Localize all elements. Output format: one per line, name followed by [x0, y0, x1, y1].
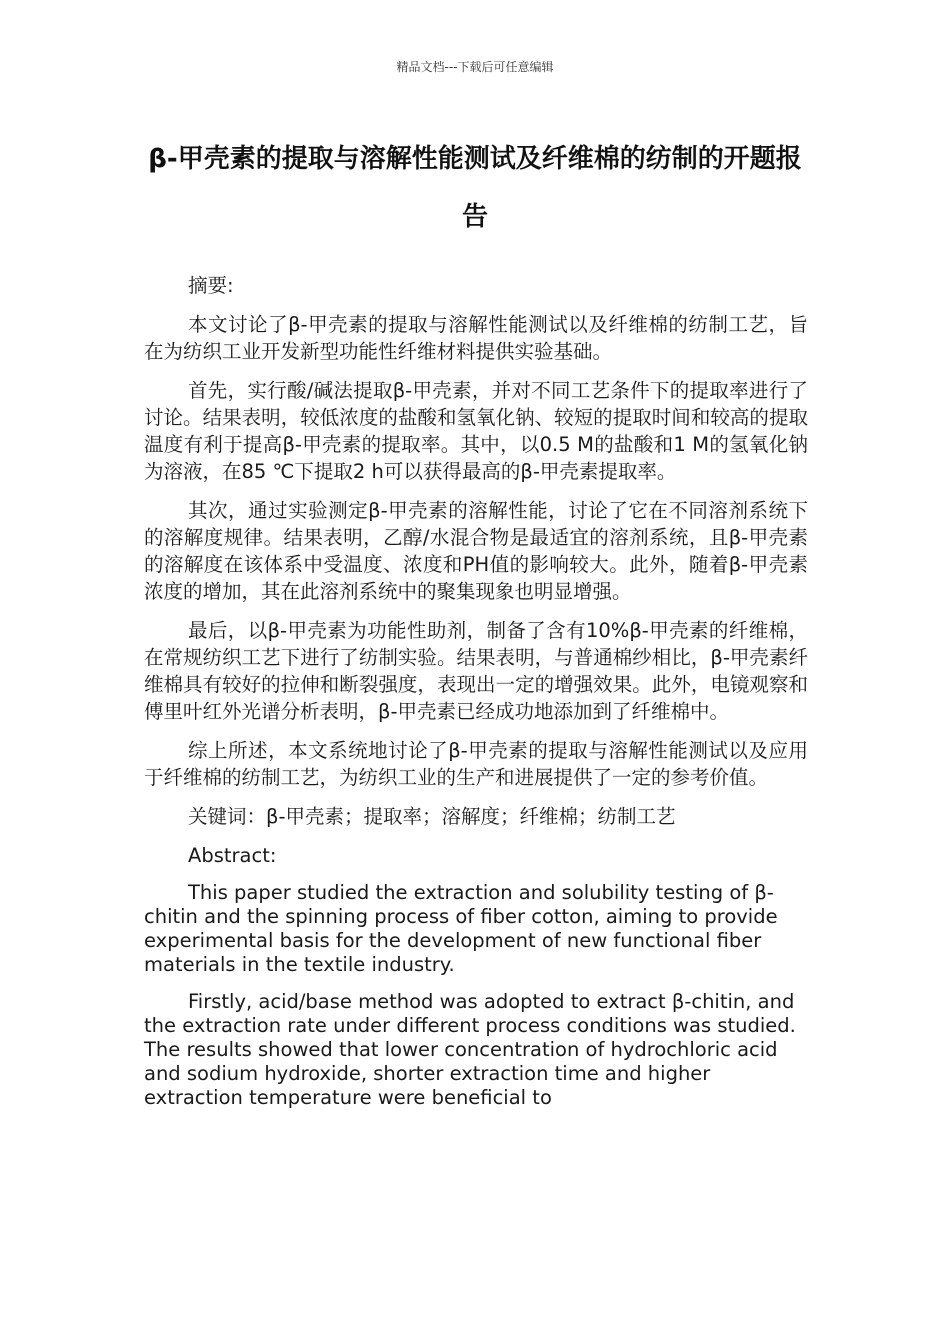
abstract-cn-paragraph-1: 本文讨论了β-甲壳素的提取与溶解性能测试以及纤维棉的纺制工艺，旨在为纺织工业开发新型功能性纤维材料提供实验基础。	[144, 313, 808, 363]
page-header-note: 精品文档---下载后可任意编辑	[396, 60, 554, 74]
keywords-cn: 关键词：β-甲壳素；提取率；溶解度；纤维棉；纺制工艺	[188, 805, 676, 828]
abstract-cn-label: 摘要:	[188, 274, 234, 297]
abstract-cn-paragraph-4: 最后，以β-甲壳素为功能性助剂，制备了含有10%β-甲壳素的纤维棉，在常规纺织工艺下进行了纺制实验。结果表明，与普通棉纱相比，β-甲壳素纤维棉具有较好的拉伸和断裂强度，表现出一定的增强效果。此外，电镜观察和傅里叶红外光谱分析表明，β-甲壳素已经成功地添加到了纤维棉中。	[144, 619, 808, 723]
document-title: β-甲壳素的提取与溶解性能测试及纤维棉的纺制的开题报告	[148, 144, 802, 232]
abstract-en-paragraph-1: This paper studied the extraction and solubility testing of β-chitin and the spinning process of fiber cotton, aiming to provide experimental basis for the development of new functional fiber materials in the textile industry.	[144, 881, 778, 976]
abstract-en-label: Abstract:	[188, 844, 277, 867]
abstract-en-paragraph-2: Firstly, acid/base method was adopted to extract β-chitin, and the extraction rate under different process conditions was studied. The results showed that lower concentration of hydrochloric acid and sodium hydroxide, shorter extraction time and higher extraction temperature were beneficial to	[144, 990, 796, 1109]
abstract-cn-paragraph-2: 首先，实行酸/碱法提取β-甲壳素，并对不同工艺条件下的提取率进行了讨论。结果表明，较低浓度的盐酸和氢氧化钠、较短的提取时间和较高的提取温度有利于提高β-甲壳素的提取率。其中，以0.5 M的盐酸和1 M的氢氧化钠为溶液，在85 ℃下提取2 h可以获得最高的β-甲壳素提取率。	[144, 379, 808, 483]
document-body	[144, 272, 808, 1123]
abstract-cn-paragraph-3: 其次，通过实验测定β-甲壳素的溶解性能，讨论了它在不同溶剂系统下的溶解度规律。结果表明，乙醇/水混合物是最适宜的溶剂系统，且β-甲壳素的溶解度在该体系中受温度、浓度和PH值的影响较大。此外，随着β-甲壳素浓度的增加，其在此溶剂系统中的聚集现象也明显增强。	[144, 499, 808, 603]
abstract-cn-paragraph-5: 综上所述，本文系统地讨论了β-甲壳素的提取与溶解性能测试以及应用于纤维棉的纺制工艺，为纺织工业的生产和进展提供了一定的参考价值。	[144, 739, 808, 789]
